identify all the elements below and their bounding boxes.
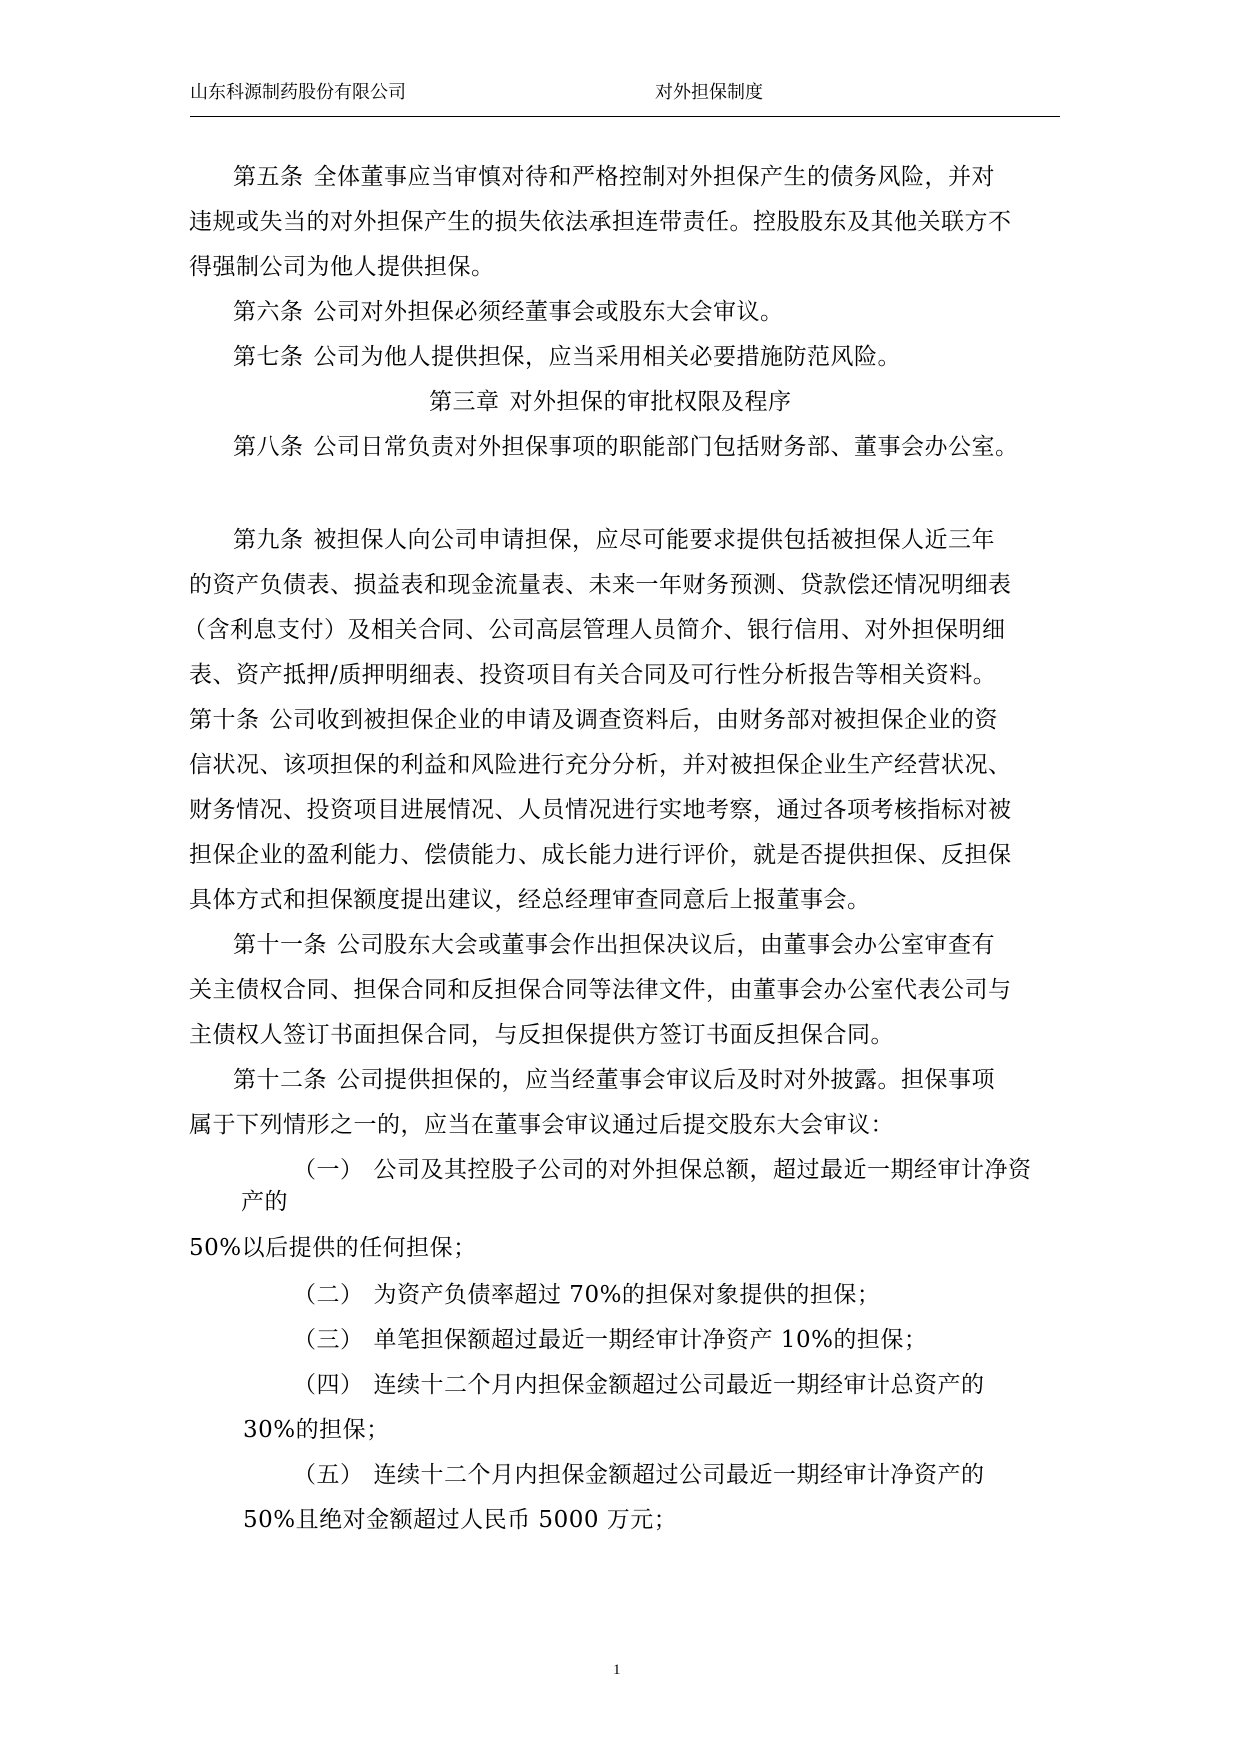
- header-title: 对外担保制度: [655, 82, 763, 103]
- article-11-line-1: 第十一条 公司股东大会或董事会作出担保决议后，由董事会办公室审查有: [233, 932, 995, 958]
- article-10-label: 第十条: [189, 707, 260, 733]
- chapter-3-heading: 第三章 对外担保的审批权限及程序: [429, 389, 792, 415]
- article-5-line-3: 得强制公司为他人提供担保。: [189, 254, 495, 280]
- article-6-label: 第六条: [233, 299, 304, 325]
- article-5-label: 第五条: [233, 164, 304, 190]
- article-7-label: 第七条: [233, 344, 304, 370]
- item-1-line-2: 产的: [241, 1189, 288, 1215]
- item-2-label: （二）: [293, 1282, 364, 1308]
- item-4-label: （四）: [293, 1372, 364, 1398]
- article-10-line-5: 具体方式和担保额度提出建议，经总经理审查同意后上报董事会。: [189, 887, 871, 913]
- header-company: 山东科源制药股份有限公司: [190, 82, 406, 103]
- article-9-line-2: 的资产负债表、损益表和现金流量表、未来一年财务预测、贷款偿还情况明细表: [189, 572, 1012, 598]
- article-12-label: 第十二条: [233, 1067, 327, 1093]
- article-9-line-1: 第九条 被担保人向公司申请担保，应尽可能要求提供包括被担保人近三年: [233, 527, 995, 553]
- article-8: 第八条 公司日常负责对外担保事项的职能部门包括财务部、董事会办公室。: [233, 434, 1019, 460]
- article-11-line-2: 关主债权合同、担保合同和反担保合同等法律文件，由董事会办公室代表公司与: [189, 977, 1012, 1003]
- article-5-line-1: 第五条 全体董事应当审慎对待和严格控制对外担保产生的债务风险，并对: [233, 164, 995, 190]
- item-3: （三） 单笔担保额超过最近一期经审计净资产 10%的担保；: [293, 1327, 928, 1353]
- article-10-line-3: 财务情况、投资项目进展情况、人员情况进行实地考察，通过各项考核指标对被: [189, 797, 1012, 823]
- article-9-line-3: （含利息支付）及相关合同、公司高层管理人员简介、银行信用、对外担保明细: [183, 617, 1006, 643]
- article-7: 第七条 公司为他人提供担保，应当采用相关必要措施防范风险。: [233, 344, 901, 370]
- article-8-label: 第八条: [233, 434, 304, 460]
- article-12-line-1: 第十二条 公司提供担保的，应当经董事会审议后及时对外披露。担保事项: [233, 1067, 995, 1093]
- item-4-line-1: （四） 连续十二个月内担保金额超过公司最近一期经审计总资产的: [293, 1372, 985, 1398]
- item-3-label: （三）: [293, 1327, 364, 1353]
- article-11-label: 第十一条: [233, 932, 327, 958]
- page-number: 1: [613, 1662, 621, 1678]
- article-10-line-1: 第十条 公司收到被担保企业的申请及调查资料后，由财务部对被担保企业的资: [189, 707, 998, 733]
- article-9-line-4: 表、资产抵押/质押明细表、投资项目有关合同及可行性分析报告等相关资料。: [189, 662, 997, 688]
- article-12-line-2: 属于下列情形之一的，应当在董事会审议通过后提交股东大会审议：: [189, 1112, 894, 1138]
- article-10-line-2: 信状况、该项担保的利益和风险进行充分分析，并对被担保企业生产经营状况、: [189, 752, 1012, 778]
- article-5-line-2: 违规或失当的对外担保产生的损失依法承担连带责任。控股股东及其他关联方不: [189, 209, 1012, 235]
- item-5-label: （五）: [293, 1462, 364, 1488]
- article-9-label: 第九条: [233, 527, 304, 553]
- header-divider: [190, 116, 1060, 117]
- item-1-line-1: （一） 公司及其控股子公司的对外担保总额，超过最近一期经审计净资: [293, 1157, 1032, 1183]
- item-4-line-2: 30%的担保；: [243, 1417, 390, 1443]
- item-1-line-3: 50%以后提供的任何担保；: [189, 1235, 477, 1261]
- item-5-line-1: （五） 连续十二个月内担保金额超过公司最近一期经审计净资产的: [293, 1462, 985, 1488]
- article-6: 第六条 公司对外担保必须经董事会或股东大会审议。: [233, 299, 784, 325]
- article-11-line-3: 主债权人签订书面担保合同，与反担保提供方签订书面反担保合同。: [189, 1022, 894, 1048]
- item-5-line-2: 50%且绝对金额超过人民币 5000 万元；: [243, 1507, 678, 1533]
- item-1-label: （一）: [293, 1157, 364, 1183]
- article-10-line-4: 担保企业的盈利能力、偿债能力、成长能力进行评价，就是否提供担保、反担保: [189, 842, 1012, 868]
- item-2: （二） 为资产负债率超过 70%的担保对象提供的担保；: [293, 1282, 881, 1308]
